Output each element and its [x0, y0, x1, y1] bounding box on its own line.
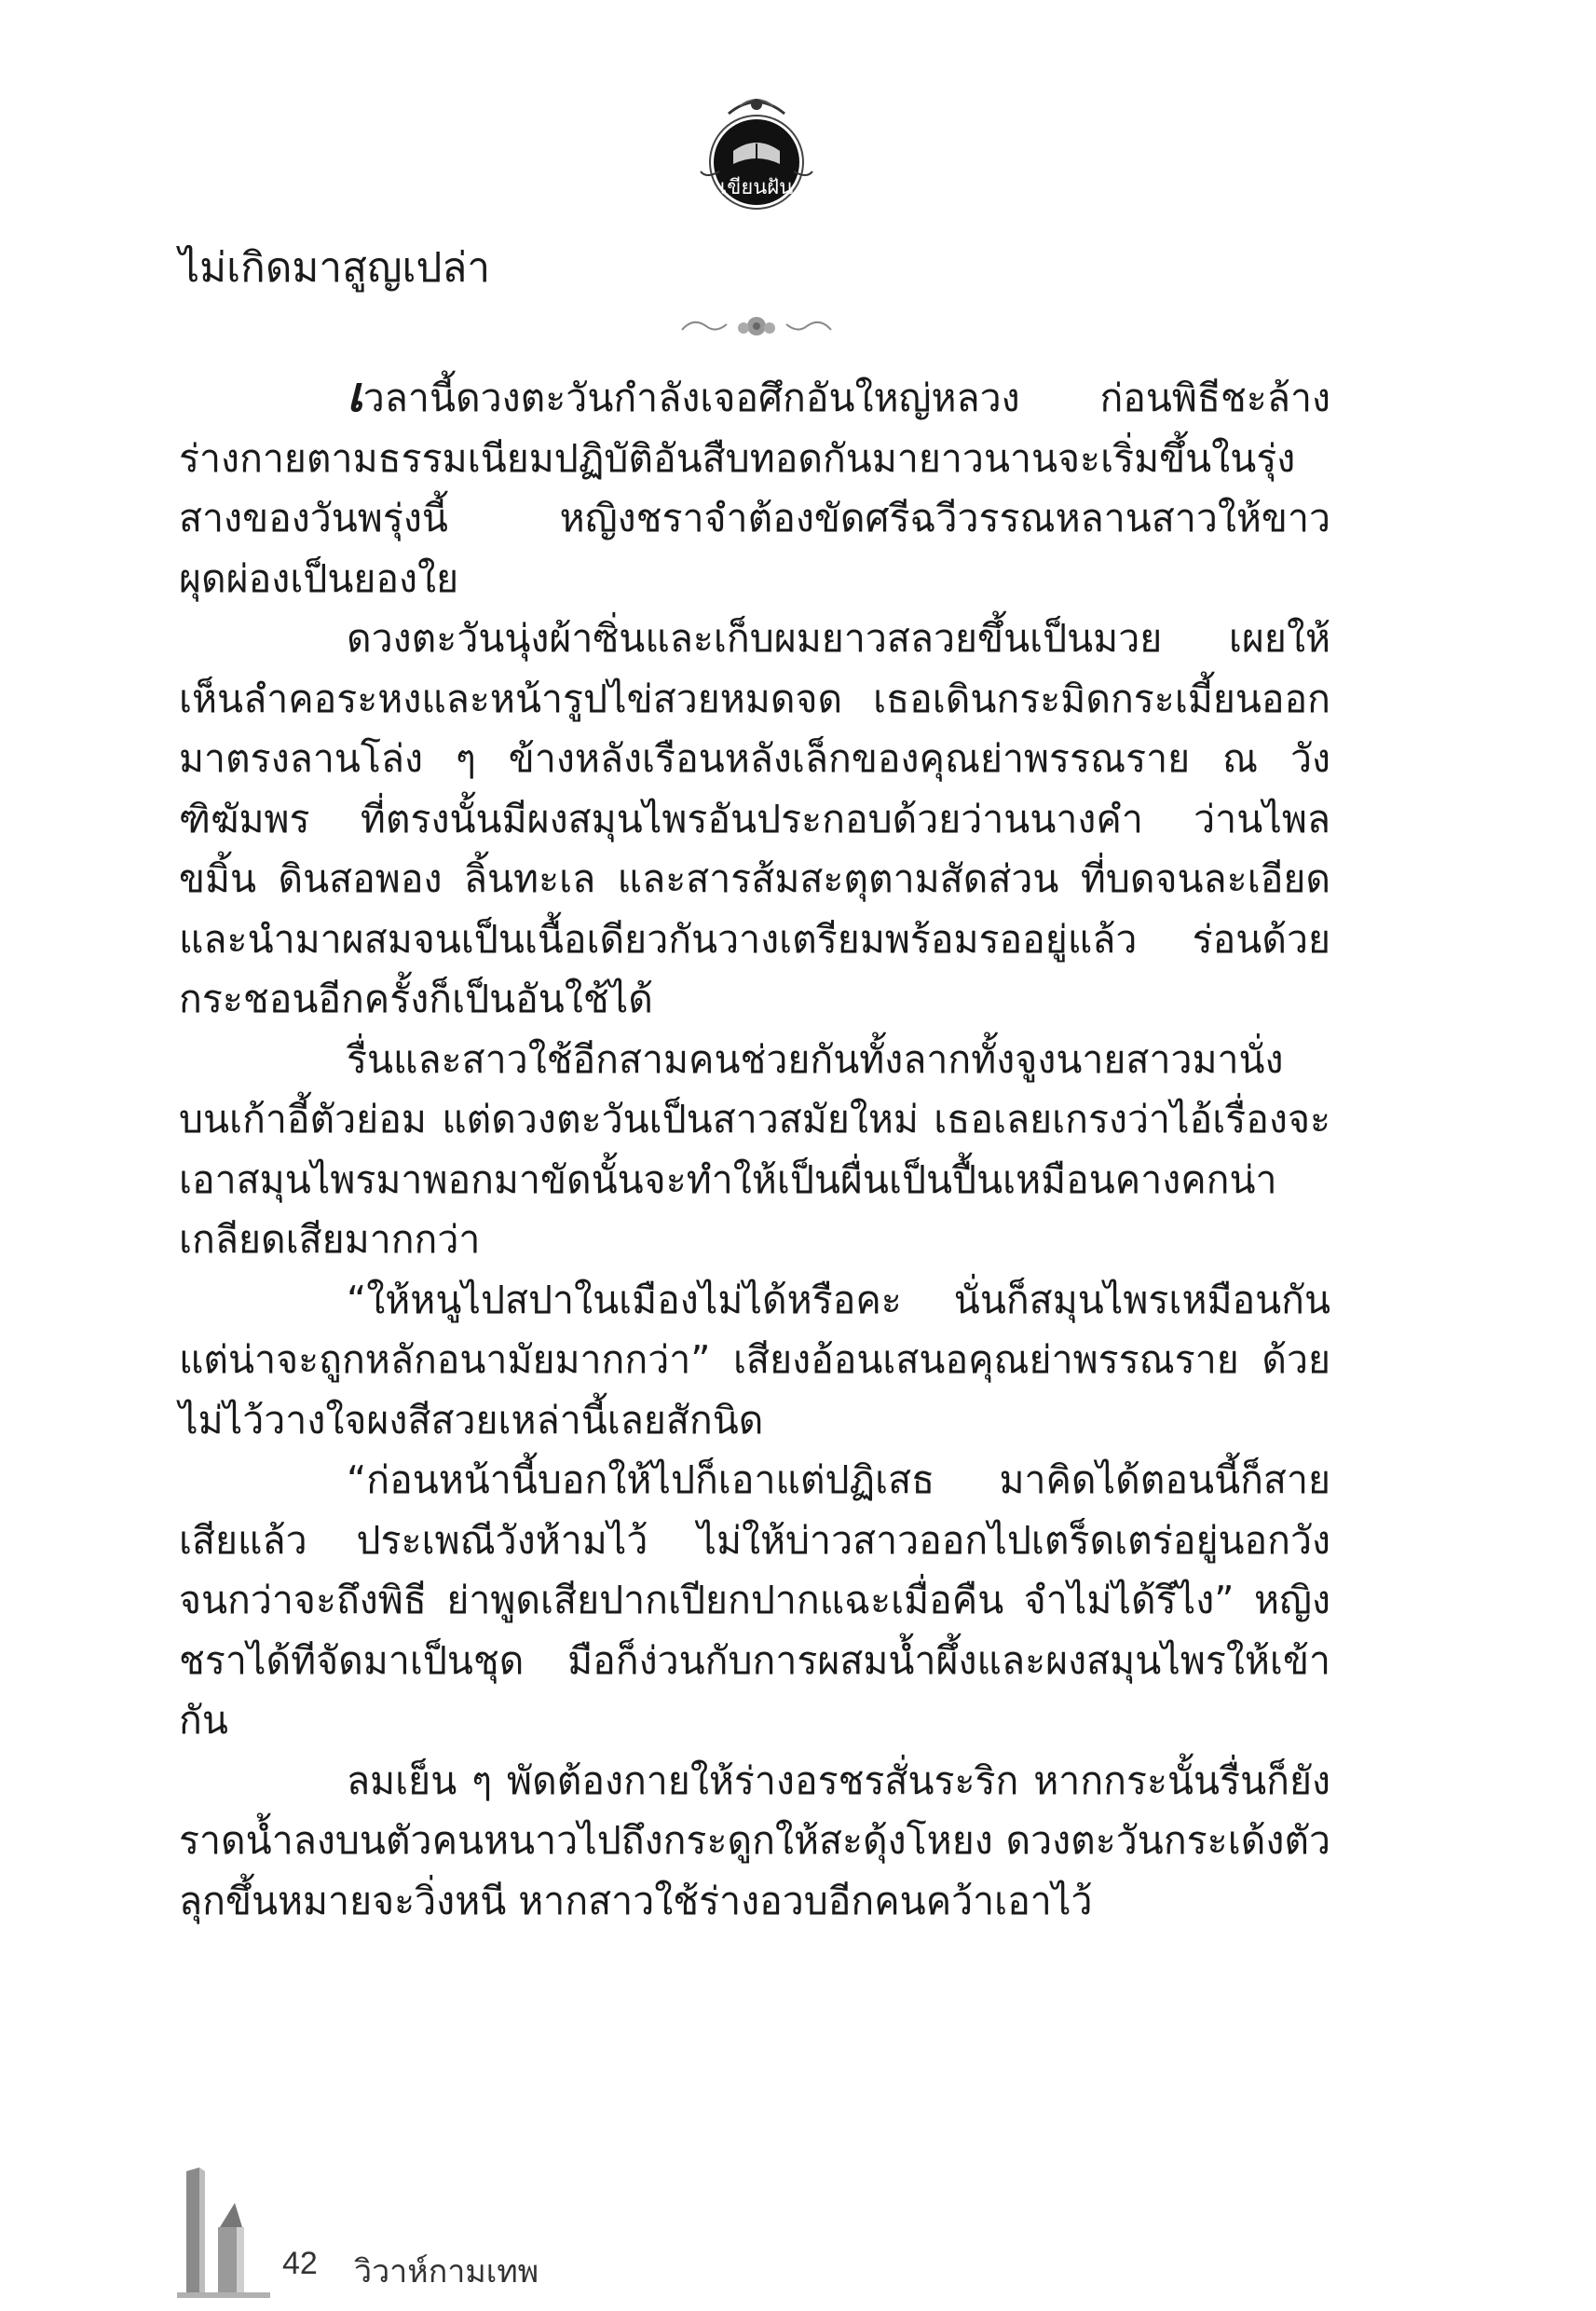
paragraph: “ก่อนหน้านี้บอกให้ไปก็เอาแต่ปฏิเสธ มาคิดได้ตอนนี้ก็สายเสียแล้ว ประเพณีวังห้ามไว้ ไม่ให้บ่าวสาวออกไปเตร็ดเตร่อยู่นอกวังจนกว่าจะถึงพิธี ย่าพูดเสียปากเปียกปากแฉะเมื่อคืน จำไม่ได้รึไง” หญิงชราได้ทีจัดมาเป็นชุด มือก็ง่วนกับการผสมน้ำผึ้งและผงสมุนไพรให้เข้ากัน	[179, 1457, 1330, 1743]
paragraph: ลมเย็น ๆ พัดต้องกายให้ร่างอรชรสั่นระริก หากกระนั้นรื่นก็ยังราดน้ำลงบนตัวคนหนาวไปถึงกระดูกให้สะดุ้งโหยง ดวงตะวันกระเด้งตัวลุกขึ้นหมายจะวิ่งหนี หากสาวใช้ร่างอวบอีกคนคว้าเอาไว้	[179, 1757, 1330, 1923]
ornament-divider-icon	[673, 308, 840, 349]
lipstick-icon	[168, 2162, 280, 2302]
chapter-title: ไม่เกิดมาสูญเปล่า	[179, 244, 491, 292]
page-number: 42	[282, 2246, 318, 2281]
paragraph: ดวงตะวันนุ่งผ้าซิ่นและเก็บผมยาวสลวยขึ้นเป็นมวย เผยให้เห็นลำคอระหงและหน้ารูปไข่สวยหมดจด เธอเดินกระมิดกระเมี้ยนออกมาตรงลานโล่ง ๆ ข้างหลังเรือนหลังเล็กของคุณย่าพรรณราย ณ วังฑิฆัมพร ที่ตรงนั้นมีผงสมุนไพรอันประกอบด้วยว่านนางคำ ว่านไพล ขมิ้น ดินสอพอง ลิ้นทะเล และสารส้มสะตุตามสัดส่วน ที่บดจนละเอียดและนำมาผสมจนเป็นเนื้อเดียวกันวางเตรียมพร้อมรออยู่แล้ว ร่อนด้วยกระชอนอีกครั้งก็เป็นอันใช้ได้	[179, 616, 1330, 1021]
emblem-text: เขียนฝัน	[719, 176, 794, 199]
paragraph: รื่นและสาวใช้อีกสามคนช่วยกันทั้งลากทั้งจูงนายสาวมานั่งบนเก้าอี้ตัวย่อม แต่ดวงตะวันเป็นสาวสมัยใหม่ เธอเลยเกรงว่าไอ้เรื่องจะเอาสมุนไพรมาพอกมาขัดนั้นจะทำให้เป็นผื่นเป็นปื้นเหมือนคางคกน่าเกลียดเสียมากกว่า	[179, 1036, 1330, 1262]
paragraph: “ให้หนูไปสปาในเมืองไม่ได้หรือคะ นั่นก็สมุนไพรเหมือนกัน แต่น่าจะถูกหลักอนามัยมากกว่า” เสียงอ้อนเสนอคุณย่าพรรณราย ด้วยไม่ไว้วางใจผงสีสวยเหล่านี้เลยสักนิด	[179, 1277, 1330, 1443]
dropcap: เ	[347, 366, 363, 423]
book-title: วิวาห์กามเทพ	[354, 2253, 539, 2290]
body-text	[179, 365, 1330, 1931]
paragraph: เวลานี้ดวงตะวันกำลังเจอศึกอันใหญ่หลวง ก่อนพิธีชะล้างร่างกายตามธรรมเนียมปฏิบัติอันสืบทอดกันมายาวนานจะเริ่มขึ้นในรุ่งสางของวันพรุ่งนี้ หญิงชราจำต้องขัดศรีฉวีวรรณหลานสาวให้ขาวผุดผ่องเป็นยองใย	[179, 366, 1330, 601]
